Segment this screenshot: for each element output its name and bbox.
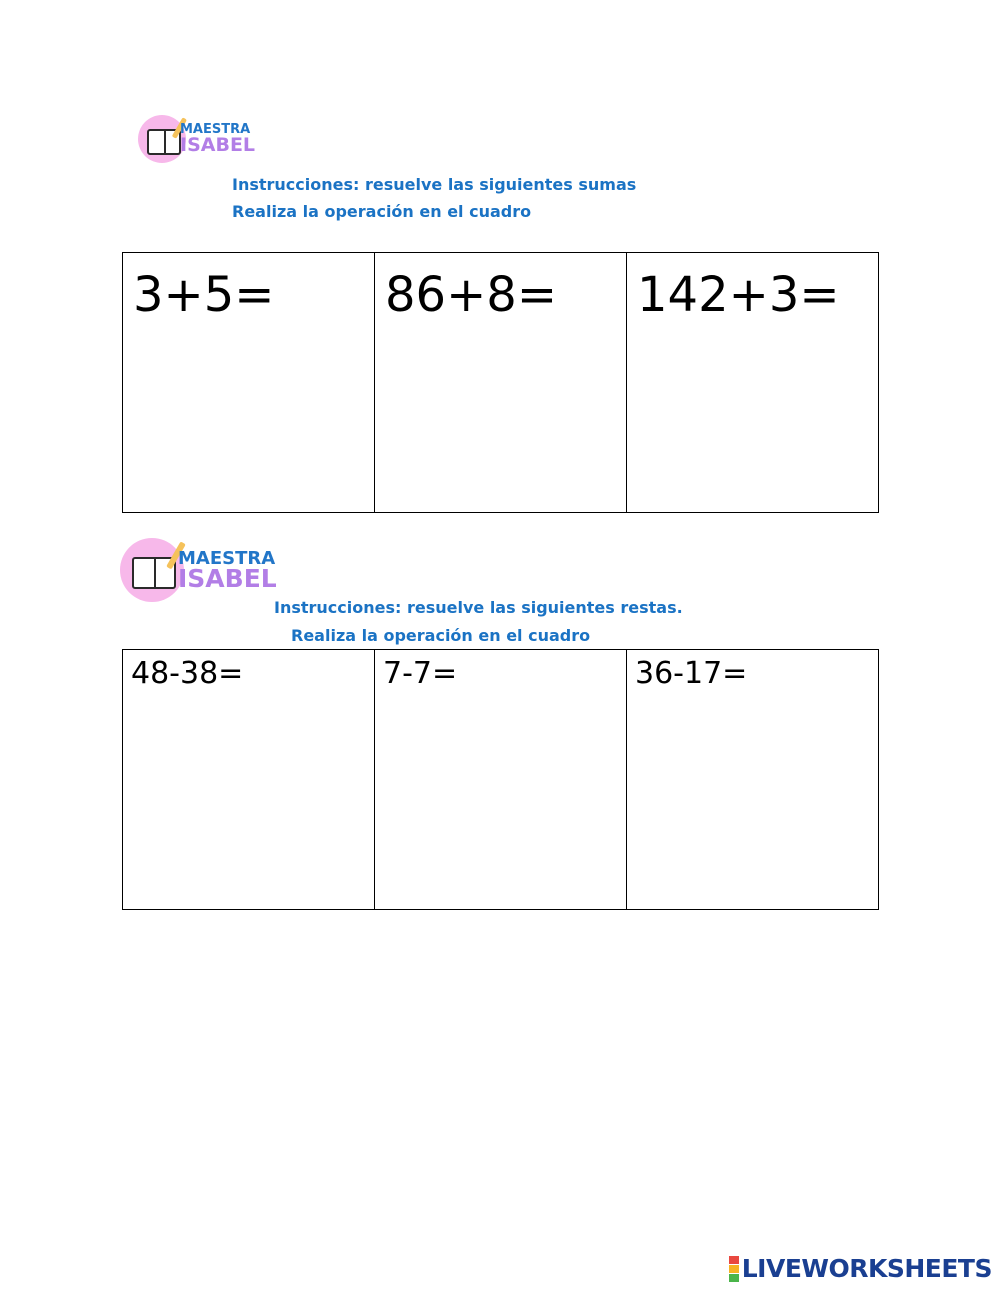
answer-cell[interactable] xyxy=(123,650,375,910)
liveworksheets-brand xyxy=(729,1254,992,1283)
answer-cell[interactable] xyxy=(375,650,627,910)
answer-cell[interactable] xyxy=(123,253,375,513)
restas-table xyxy=(122,649,879,910)
answer-cell[interactable] xyxy=(627,253,879,513)
instruction-sumas-line1: Instrucciones: resuelve las siguientes sumas xyxy=(232,175,637,194)
logo-line1: MAESTRA xyxy=(180,121,251,137)
book-icon xyxy=(120,538,184,602)
instruction-sumas-line2: Realiza la operación en el cuadro xyxy=(232,202,532,221)
logo-line1: MAESTRA xyxy=(178,547,276,569)
brand-text: LIVEWORKSHEETS xyxy=(741,1254,992,1283)
sumas-table xyxy=(122,252,879,513)
operation-label: 36-17= xyxy=(635,656,748,691)
answer-cell[interactable] xyxy=(627,650,879,910)
answer-cell[interactable] xyxy=(375,253,627,513)
liveworksheets-logo-icon xyxy=(729,1256,739,1282)
operation-label: 48-38= xyxy=(131,656,244,691)
operation-label: 3+5= xyxy=(133,267,275,323)
operation-label: 142+3= xyxy=(637,267,840,323)
maestra-isabel-logo xyxy=(138,115,255,163)
logo-line2: ISABEL xyxy=(180,134,256,157)
operation-label: 86+8= xyxy=(385,267,558,323)
instruction-restas-line2: Realiza la operación en el cuadro xyxy=(291,626,591,645)
operation-label: 7-7= xyxy=(383,656,458,691)
book-icon xyxy=(138,115,186,163)
instruction-restas-line1: Instrucciones: resuelve las siguientes restas. xyxy=(274,598,683,617)
logo-line2: ISABEL xyxy=(178,563,277,593)
maestra-isabel-logo xyxy=(120,538,277,602)
